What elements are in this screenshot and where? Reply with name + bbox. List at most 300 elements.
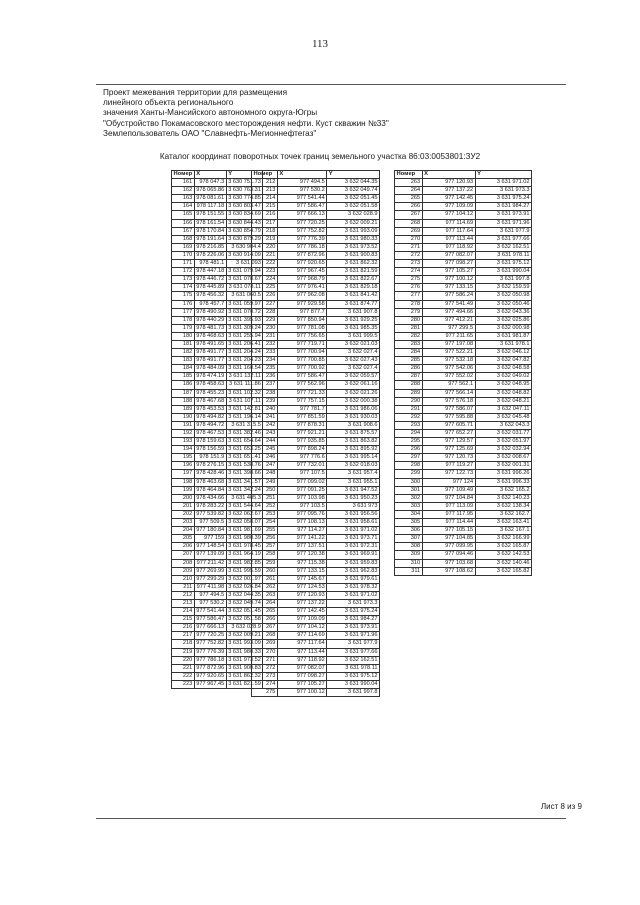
y-coordinate: 3 631 929.25 [327, 316, 380, 324]
table-row [172, 227, 263, 235]
point-number: 231 [252, 332, 278, 340]
table-row [395, 405, 532, 413]
y-coordinate: 3 632 027.4 [327, 349, 380, 357]
table-row [395, 308, 532, 316]
table-row [395, 510, 532, 518]
x-coordinate: 978 468.63 [196, 332, 225, 339]
x-coordinate: 977 552.02 [422, 373, 475, 381]
y-coordinate: 3 631 993.09 [327, 227, 380, 235]
point-number: 283 [395, 340, 423, 348]
x-coordinate: 977 105.27 [277, 680, 326, 688]
table-row [172, 381, 263, 389]
x-coordinate: 977 700.85 [277, 357, 326, 365]
y-coordinate: 3 632 027.43 [327, 357, 380, 365]
y-coordinate: 3 631 973.3 [475, 187, 531, 195]
y-coordinate: 3 632 009.21 [228, 632, 261, 639]
point-number: 298 [395, 462, 423, 470]
table-row [252, 632, 380, 640]
table-row [395, 462, 532, 470]
table-row [395, 349, 532, 357]
table-row [395, 260, 532, 268]
table-row [172, 438, 263, 446]
x-coordinate: 977 299.29 [196, 575, 225, 582]
y-coordinate: 3 631 111.86 [226, 381, 263, 389]
y-coordinate: 3 631 862.32 [228, 672, 261, 679]
x-coordinate: 977 522.21 [422, 349, 475, 357]
th-x: X [194, 171, 226, 179]
table-row [395, 276, 532, 284]
point-number: 218 [252, 227, 278, 235]
table-row [252, 543, 380, 551]
point-number: 261 [252, 575, 278, 583]
y-coordinate: 3 632 000.98 [475, 324, 531, 332]
point-number: 244 [252, 438, 278, 446]
y-coordinate: 3 631 255.94 [228, 332, 261, 339]
y-coordinate: 3 631 900.83 [327, 251, 380, 259]
page-number: 113 [311, 38, 329, 50]
point-number: 161 [172, 179, 195, 187]
x-coordinate: 978 276.15 [196, 462, 225, 469]
y-coordinate: 3 631 132.11 [226, 373, 263, 381]
table-row [252, 195, 380, 203]
point-number: 239 [252, 397, 278, 405]
x-coordinate: 977 878.31 [277, 421, 326, 429]
x-coordinate: 978 159.63 [196, 438, 225, 445]
y-coordinate: 3 632 163.41 [475, 519, 531, 527]
x-coordinate: 977 114.44 [422, 519, 475, 527]
y-coordinate: 3 631 341.57 [228, 478, 261, 485]
x-coordinate: 978 081.61 [196, 195, 225, 202]
point-number: 176 [172, 300, 195, 308]
y-coordinate: 3 632 025.86 [475, 316, 531, 324]
y-coordinate: 3 631 984.27 [327, 616, 380, 624]
point-number: 210 [172, 575, 195, 583]
table-row [252, 502, 380, 510]
y-coordinate: 3 631 078.67 [228, 276, 261, 283]
point-number: 255 [252, 527, 278, 535]
x-coordinate: 977 120.73 [422, 454, 475, 462]
th-number: Номер [252, 171, 278, 179]
point-number: 214 [252, 195, 278, 203]
y-coordinate: 3 631 971.96 [327, 632, 380, 640]
x-coordinate: 977 117.64 [277, 640, 326, 648]
table-row [252, 510, 380, 518]
x-coordinate: 977 142.45 [422, 195, 475, 203]
table-row [395, 527, 532, 535]
table-row [252, 243, 380, 251]
coordinates-table-2 [251, 170, 380, 697]
table-row [252, 179, 380, 187]
y-coordinate: 3 631 975.24 [327, 608, 380, 616]
x-coordinate: 977 976.41 [277, 284, 326, 292]
point-number: 216 [252, 211, 278, 219]
table-row [172, 187, 263, 195]
y-coordinate: 3 631 070.72 [228, 308, 261, 315]
y-coordinate: 3 632 165.87 [475, 543, 531, 551]
point-number: 205 [172, 535, 195, 543]
table-row [252, 664, 380, 672]
point-number: 187 [172, 389, 195, 397]
y-coordinate: 3 631 993.09 [228, 640, 261, 647]
x-coordinate: 977 103.98 [277, 494, 326, 502]
y-coordinate: 3 632 051.97 [475, 438, 531, 446]
point-number: 247 [252, 462, 278, 470]
y-coordinate: 3 631 975.24 [475, 195, 531, 203]
table-row [172, 268, 263, 276]
x-coordinate: 978 428.46 [196, 470, 225, 477]
y-coordinate: 3 630 914.09 [228, 251, 261, 258]
x-coordinate: 977 967.45 [196, 680, 225, 687]
x-coordinate: 977 109.09 [277, 616, 326, 624]
point-number: 268 [252, 632, 278, 640]
table-row [395, 535, 532, 543]
point-number: 257 [252, 543, 278, 551]
y-coordinate: 3 631 978.45 [228, 543, 261, 550]
y-coordinate: 3 631 654.64 [228, 438, 261, 445]
y-coordinate: 3 631 995.14 [327, 454, 380, 462]
point-number: 308 [395, 543, 423, 551]
footer-rule [96, 818, 566, 819]
y-coordinate: 3 631 979.61 [327, 575, 380, 583]
point-number: 295 [395, 438, 423, 446]
x-coordinate: 978 458.63 [196, 381, 225, 388]
x-coordinate: 978 494.72 [196, 421, 225, 428]
table-row [172, 332, 263, 340]
y-coordinate: 3 632 162.51 [475, 243, 531, 251]
point-number: 275 [252, 689, 278, 697]
point-number: 224 [252, 276, 278, 284]
y-coordinate: 3 631 962.83 [327, 567, 380, 575]
table-row [172, 260, 263, 268]
point-number: 227 [252, 300, 278, 308]
y-coordinate: 3 632 051.58 [228, 616, 261, 623]
point-number: 193 [172, 438, 195, 446]
x-coordinate: 977 115.38 [277, 559, 326, 567]
x-coordinate: 977 120.93 [422, 179, 475, 187]
point-number: 243 [252, 430, 278, 438]
y-coordinate: 3 631 398.66 [228, 470, 261, 477]
x-coordinate: 977 114.27 [277, 527, 326, 535]
y-coordinate: 3 632 142.53 [475, 551, 531, 559]
y-coordinate: 3 631 908.6 [327, 421, 380, 429]
table-row [252, 535, 380, 543]
table-row [395, 292, 532, 300]
table-row [172, 680, 263, 688]
point-number: 189 [172, 405, 195, 413]
point-number: 200 [172, 494, 195, 502]
table-row [395, 486, 532, 494]
point-number: 272 [395, 251, 423, 259]
point-number: 301 [395, 486, 423, 494]
point-number: 229 [252, 316, 278, 324]
x-coordinate: 978 490.92 [196, 308, 225, 315]
point-number: 282 [395, 332, 423, 340]
table-row [172, 502, 263, 510]
point-number: 185 [172, 373, 195, 381]
point-number: 206 [172, 543, 195, 551]
point-number: 287 [395, 373, 423, 381]
table-row [252, 494, 380, 502]
y-coordinate: 3 631 978.11 [475, 251, 531, 259]
x-coordinate: 977 269.99 [196, 567, 225, 574]
point-number: 219 [172, 648, 195, 656]
table-row [172, 340, 263, 348]
table-row [252, 486, 380, 494]
point-number: 266 [395, 203, 423, 211]
y-coordinate: 3 631 957.4 [327, 470, 380, 478]
table-row [395, 219, 532, 227]
point-number: 306 [395, 527, 423, 535]
point-number: 311 [395, 567, 423, 575]
y-coordinate: 3 632 001.31 [475, 462, 531, 470]
x-coordinate: 977 124.53 [277, 583, 326, 591]
point-number: 274 [252, 680, 278, 688]
point-number: 276 [395, 284, 423, 292]
y-coordinate: 3 632 048.58 [475, 365, 531, 373]
table-row [252, 454, 380, 462]
x-coordinate: 978 047.3 [194, 179, 226, 187]
point-number: 245 [252, 446, 278, 454]
x-coordinate: 977 137.51 [277, 543, 326, 551]
point-number: 223 [172, 680, 195, 688]
point-number: 208 [172, 559, 195, 567]
y-coordinate: 3 631 973 [327, 502, 380, 510]
x-coordinate: 977 139.09 [196, 551, 225, 558]
table-row [395, 567, 532, 575]
point-number: 273 [395, 260, 423, 268]
x-coordinate: 977 148.54 [196, 543, 225, 550]
x-coordinate: 977 094.46 [422, 551, 475, 559]
x-coordinate: 978 151.9 [194, 454, 226, 462]
point-number: 258 [252, 551, 278, 559]
y-coordinate: 3 632 043.3 [475, 421, 531, 429]
table-row [172, 559, 263, 567]
y-coordinate: 3 631 315.5 [226, 421, 263, 429]
point-number: 180 [172, 332, 195, 340]
point-number: 270 [252, 648, 278, 656]
point-number: 197 [172, 470, 195, 478]
x-coordinate: 978 434.66 [196, 494, 225, 501]
point-number: 166 [172, 219, 195, 227]
point-number: 305 [395, 519, 423, 527]
y-coordinate: 3 632 028.9 [327, 211, 380, 219]
y-coordinate: 3 632 050.46 [475, 300, 531, 308]
x-coordinate: 977 159 [194, 535, 226, 543]
point-number: 215 [252, 203, 278, 211]
point-number: 195 [172, 454, 195, 462]
point-number: 214 [172, 608, 195, 616]
point-number: 232 [252, 340, 278, 348]
x-coordinate: 977 120.93 [277, 591, 326, 599]
point-number: 241 [252, 413, 278, 421]
table-row [172, 243, 263, 251]
y-coordinate: 3 631 950.23 [327, 494, 380, 502]
header-line: "Обустройство Покамасовского месторождения нефти. Куст скважин №33" [103, 118, 389, 128]
table-row [172, 195, 263, 203]
point-number: 184 [172, 365, 195, 373]
point-number: 179 [172, 324, 195, 332]
x-coordinate: 977 120.38 [277, 551, 326, 559]
table-row [395, 203, 532, 211]
table-row [395, 502, 532, 510]
y-coordinate: 3 631 206.41 [228, 340, 261, 347]
point-number: 221 [252, 251, 278, 259]
x-coordinate: 977 967.45 [277, 268, 326, 276]
y-coordinate: 3 631 997.8 [475, 276, 531, 284]
point-number: 204 [172, 527, 195, 535]
table-row [172, 357, 263, 365]
y-coordinate: 3 631 985.35 [327, 324, 380, 332]
table-row [172, 421, 263, 429]
y-coordinate: 3 631 107.11 [226, 397, 263, 405]
table-row [252, 235, 380, 243]
point-number: 173 [172, 276, 195, 284]
table-row [252, 478, 380, 486]
x-coordinate: 977 752.82 [277, 227, 326, 235]
x-coordinate: 977 137.22 [277, 599, 326, 607]
table-row [172, 478, 263, 486]
point-number: 266 [252, 616, 278, 624]
table-row [395, 494, 532, 502]
x-coordinate: 977 197.08 [422, 340, 475, 348]
th-x: X [422, 171, 475, 179]
table-row [395, 454, 532, 462]
point-number: 279 [395, 308, 423, 316]
table-row [172, 349, 263, 357]
y-coordinate: 3 631 907.8 [327, 308, 380, 316]
table-row [252, 405, 380, 413]
y-coordinate: 3 630 904.4 [226, 243, 263, 251]
table-row [252, 260, 380, 268]
y-coordinate: 3 631 900.83 [228, 664, 261, 671]
x-coordinate: 978 191.64 [196, 235, 225, 242]
point-number: 213 [172, 599, 195, 607]
point-number: 259 [252, 559, 278, 567]
x-coordinate: 978 226.06 [196, 251, 225, 258]
table-row [172, 316, 263, 324]
table-row [395, 397, 532, 405]
x-coordinate: 977 700.94 [277, 349, 326, 357]
y-coordinate: 3 631 971.96 [475, 219, 531, 227]
y-coordinate: 3 631 956.56 [327, 510, 380, 518]
y-coordinate: 3 632 049.74 [228, 599, 261, 606]
x-coordinate: 978 467.68 [196, 397, 225, 404]
table-row [172, 389, 263, 397]
point-number: 280 [395, 316, 423, 324]
table-row [252, 446, 380, 454]
x-coordinate: 977 595.88 [422, 413, 475, 421]
x-coordinate: 977 113.09 [422, 502, 475, 510]
x-coordinate: 978 484.09 [196, 365, 225, 372]
x-coordinate: 977 719.71 [277, 340, 326, 348]
y-coordinate: 3 631 973.52 [327, 243, 380, 251]
point-number: 228 [252, 308, 278, 316]
x-coordinate: 977 921.21 [277, 430, 326, 438]
y-coordinate: 3 631 538.76 [228, 462, 261, 469]
y-coordinate: 3 632 051.58 [327, 203, 380, 211]
y-coordinate: 3 631 996.33 [475, 478, 531, 486]
x-coordinate: 978 445.89 [196, 284, 225, 291]
y-coordinate: 3 631 973.91 [475, 211, 531, 219]
th-y: Y [475, 171, 531, 179]
x-coordinate: 977 562.1 [422, 381, 475, 389]
point-number: 163 [172, 195, 195, 203]
y-coordinate: 3 632 051.45 [228, 608, 261, 615]
table-row [172, 664, 263, 672]
x-coordinate: 977 118.92 [422, 243, 475, 251]
table-row [252, 672, 380, 680]
y-coordinate: 3 631 395.93 [228, 316, 261, 323]
y-coordinate: 3 632 000.38 [327, 397, 380, 405]
table-row [395, 316, 532, 324]
x-coordinate: 977 082.07 [277, 664, 326, 672]
y-coordinate: 3 632 049.74 [327, 187, 380, 195]
x-coordinate: 977 781.08 [277, 324, 326, 332]
table-row [395, 446, 532, 454]
x-coordinate: 978 456.32 [196, 292, 225, 299]
table-row [395, 413, 532, 421]
y-coordinate: 3 631 093 [226, 260, 263, 268]
table-row [395, 551, 532, 559]
x-coordinate: 977 113.44 [422, 235, 475, 243]
y-coordinate: 3 632 165.82 [475, 567, 531, 575]
table-row [252, 567, 380, 575]
x-coordinate: 977 142.45 [277, 608, 326, 616]
x-coordinate: 978 491.65 [196, 340, 225, 347]
point-number: 297 [395, 454, 423, 462]
point-number: 167 [172, 227, 195, 235]
table-row [172, 413, 263, 421]
y-coordinate: 3 632 048.21 [475, 397, 531, 405]
point-number: 177 [172, 308, 195, 316]
table-row [252, 373, 380, 381]
y-coordinate: 3 631 975.12 [327, 672, 380, 680]
point-number: 271 [395, 243, 423, 251]
y-coordinate: 3 631 980.39 [228, 535, 261, 542]
point-number: 164 [172, 203, 195, 211]
x-coordinate: 977 898.24 [277, 446, 326, 454]
y-coordinate: 3 632 062.67 [228, 510, 261, 517]
point-number: 169 [172, 243, 195, 251]
x-coordinate: 977 776.39 [277, 235, 326, 243]
table-row [395, 332, 532, 340]
y-coordinate: 3 631 958.61 [327, 519, 380, 527]
point-number: 246 [252, 454, 278, 462]
x-coordinate: 977 098.27 [422, 260, 475, 268]
table-row [172, 397, 263, 405]
table-row [172, 470, 263, 478]
x-coordinate: 977 929.58 [277, 300, 326, 308]
point-number: 190 [172, 413, 195, 421]
table-row [252, 527, 380, 535]
point-number: 181 [172, 340, 195, 348]
x-coordinate: 978 474.19 [196, 373, 225, 380]
table-row [252, 551, 380, 559]
table-row [172, 640, 263, 648]
point-number: 303 [395, 502, 423, 510]
x-coordinate: 977 113.44 [277, 648, 326, 656]
x-coordinate: 978 156.59 [196, 446, 225, 453]
point-number: 203 [172, 519, 195, 527]
x-coordinate: 977 107.5 [277, 470, 326, 478]
x-coordinate: 977 539.82 [196, 510, 225, 517]
x-coordinate: 977 962.08 [277, 292, 326, 300]
table-row [172, 430, 263, 438]
table-row [252, 357, 380, 365]
y-coordinate: 3 631 959.83 [327, 559, 380, 567]
y-coordinate: 3 632 159.59 [475, 284, 531, 292]
table-row [252, 575, 380, 583]
